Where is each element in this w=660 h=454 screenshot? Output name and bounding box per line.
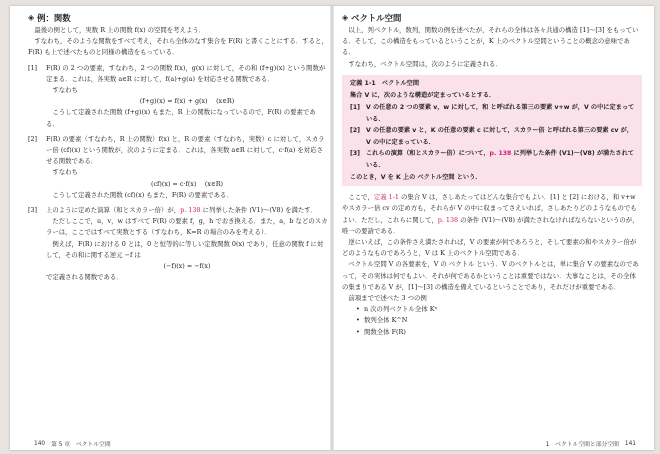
- item-text: V の任意の要素 v と，K の任意の要素 c に対して，スカラー倍 と呼ばれる第三の要素 cv が，V の中に定まっている．: [366, 127, 633, 146]
- definition-lead: 集合 V に，次のような構造が定まっているとする．: [350, 92, 496, 100]
- book-spread: [10, 6, 654, 450]
- item-text: に列挙した条件 (V1)～(V8) を満たす．: [200, 206, 317, 215]
- formula-scalar: (cf)(x) = c·f(x) (x∈R): [150, 179, 224, 188]
- page-number: 141: [624, 440, 636, 447]
- section-heading-functions: [28, 12, 328, 24]
- item-text: 例えば，F(R) における 0 とは，0 と恒等的に等しい定数関数 0(x) であり，任意の関数 f に対して，その和に関する逆元 −f は: [46, 239, 324, 259]
- item-text: で定義される関数である．: [46, 273, 123, 282]
- definition-reference-link[interactable]: 定義 1-1: [373, 193, 399, 202]
- section-heading-vector-space: [342, 12, 642, 24]
- list-item-2: [28, 134, 328, 201]
- chapter-title: 1 ベクトル空間と部分空間: [545, 442, 619, 448]
- para-text: の条件 (V1)～(V8) が満たされなければならないというのが，唯一の要請である．: [342, 215, 639, 235]
- left-footer: [28, 439, 328, 448]
- intro-paragraph-1: 最後の例として，実数 R 上の関数 f(x) の空間を考えよう．: [34, 26, 206, 34]
- right-footer: [342, 439, 642, 448]
- item-number: [3]: [28, 206, 38, 215]
- body-paragraph-3: ベクトル空間 V の各要素を，V の ベクトル という．V のベクトルとは，単に集合 V の要素なのであって，その実体は何でもよい．それが何であるかということは重要ではない．大事なことは，その全体の集まりである V が，[1]～[3] の構造を備えているということであり，それだけが重要である．: [342, 260, 639, 291]
- list-item-1: [28, 63, 328, 130]
- intro-paragraph-2: すなわち，ベクトル空間は，次のように定義される．: [348, 59, 502, 68]
- bullet-dot-icon: •: [356, 316, 360, 325]
- page-reference-link[interactable]: p. 138: [437, 215, 459, 224]
- item-number: [2]: [350, 127, 360, 135]
- formula-sum: (f+g)(x) = f(x) + g(x) (x∈R): [139, 97, 235, 106]
- bullet-item: [342, 327, 642, 338]
- right-page: [342, 12, 642, 444]
- body-paragraph-1: [342, 192, 642, 237]
- item-number: [2]: [28, 134, 38, 143]
- diamond-bullet-icon: ◈: [342, 13, 349, 22]
- page-reference-link[interactable]: p. 138: [489, 150, 512, 158]
- bullet-item: [342, 315, 642, 326]
- item-text: すなわち: [52, 168, 78, 177]
- page-number: 140: [34, 440, 46, 447]
- item-number: [1]: [28, 63, 38, 72]
- bullet-text: n 次の列ベクトル全体 Kⁿ: [364, 305, 438, 314]
- item-number: [3]: [350, 150, 360, 158]
- para-text: の集合 V は，さしあたってはどんな集合でもよい．[1] と [2] における，和 v+w やスカラー倍 cv の定め方も，それらが V の中に収まってさえいれば，さしあたりどのようなものでもよい．ただし，これらに関して，: [342, 193, 637, 224]
- formula-inverse: (−f)(x) = −f(x): [163, 262, 211, 271]
- body-paragraph-4: 前項までで述べた 3 つの例: [348, 293, 427, 302]
- intro-paragraph-2: すなわち，そのような関数をすべて考え，それら全体のなす集合を F(R) と書くことにする．すると，F(R) も上で述べたものと同様の構造をもっている．: [28, 37, 328, 57]
- item-text: F(R) の 2 つの要素，すなわち，2 つの関数 f(x)，g(x) に対して，その和 (f+g)(x) という関数が定まる．これは，各実数 a∈R に対して，f(a)+g(a) を対応させる関数である．: [46, 63, 326, 83]
- section-heading-text: ベクトル空間: [351, 13, 402, 23]
- item-text: F(R) の要素（すなわち，R 上の関数）f(x) と，R の要素（すなわち，実数）c に対して，スカラー倍 (cf)(x) という関数が，次のように定まる．これは，各実数 a∈R に対して，c·f(a) を対応させる関数である．: [46, 134, 325, 166]
- page-reference-link[interactable]: p. 138: [180, 206, 201, 215]
- item-text: これらの演算（和とスカラー倍）について，: [366, 150, 490, 158]
- definition-item-3: [350, 148, 636, 171]
- definition-closing: このとき，V を K 上の ベクトル空間 という．: [350, 173, 482, 181]
- intro-paragraph-1: 以上，列ベクトル，数列，関数の例を述べたが，それらの全体は各々共通の構造 [1]～[3] をもっている．そして，この構造をもっているということが，K 上のベクトル空間ということの概念の意味である．: [342, 26, 639, 57]
- bullet-text: 関数全体 F(R): [364, 327, 406, 336]
- item-text: V の任意の 2 つの要素 v，w に対して，和 と呼ばれる第三の要素 v+w が，V の中に定まっている．: [366, 104, 635, 123]
- item-text: ただしここで，u，v，w はすべて F(R) の要素 f，g，h でおき換える．また，a，b などのスカラーは，ここではすべて実数とする（すなわち，K=R の場合のみを考える）．: [46, 217, 328, 237]
- book-gutter: [330, 6, 334, 450]
- definition-item-2: [350, 125, 636, 148]
- item-number: [1]: [350, 104, 360, 111]
- item-text: に列挙した条件 (V1)～(V8) が満たされている．: [366, 150, 634, 169]
- para-text: ここで，: [348, 193, 374, 202]
- bullet-item: [342, 304, 642, 315]
- left-page: [28, 12, 328, 444]
- definition-title: 定義 1-1 ベクトル空間: [350, 79, 420, 87]
- definition-item-1: [350, 102, 636, 125]
- definition-box: [342, 75, 642, 186]
- item-text: すなわち: [52, 86, 78, 95]
- bullet-dot-icon: •: [356, 305, 360, 314]
- chapter-title: 第 5 章 ベクトル空間: [51, 442, 111, 448]
- bullet-text: 数列全体 K^N: [364, 316, 408, 325]
- item-text: 上のように定めた演算（和とスカラー倍）が，: [46, 206, 181, 215]
- bullet-dot-icon: •: [356, 327, 360, 336]
- body-paragraph-2: 逆にいえば，この条件さえ満たされれば，V の要素が何であろうと，そして要素の和やスカラー倍がどのようなものであろうと，V は K 上のベクトル空間である．: [342, 237, 637, 258]
- item-text: こうして定義された関数 (f+g)(x) もまた，R 上の関数になっているので，F(R) の要素である．: [46, 108, 316, 128]
- diamond-bullet-icon: ◈: [28, 13, 35, 22]
- item-text: こうして定義された関数 (cf)(x) もまた，F(R) の要素である．: [52, 190, 233, 199]
- section-heading-text: 例：関数: [37, 13, 71, 23]
- list-item-3: [28, 205, 328, 283]
